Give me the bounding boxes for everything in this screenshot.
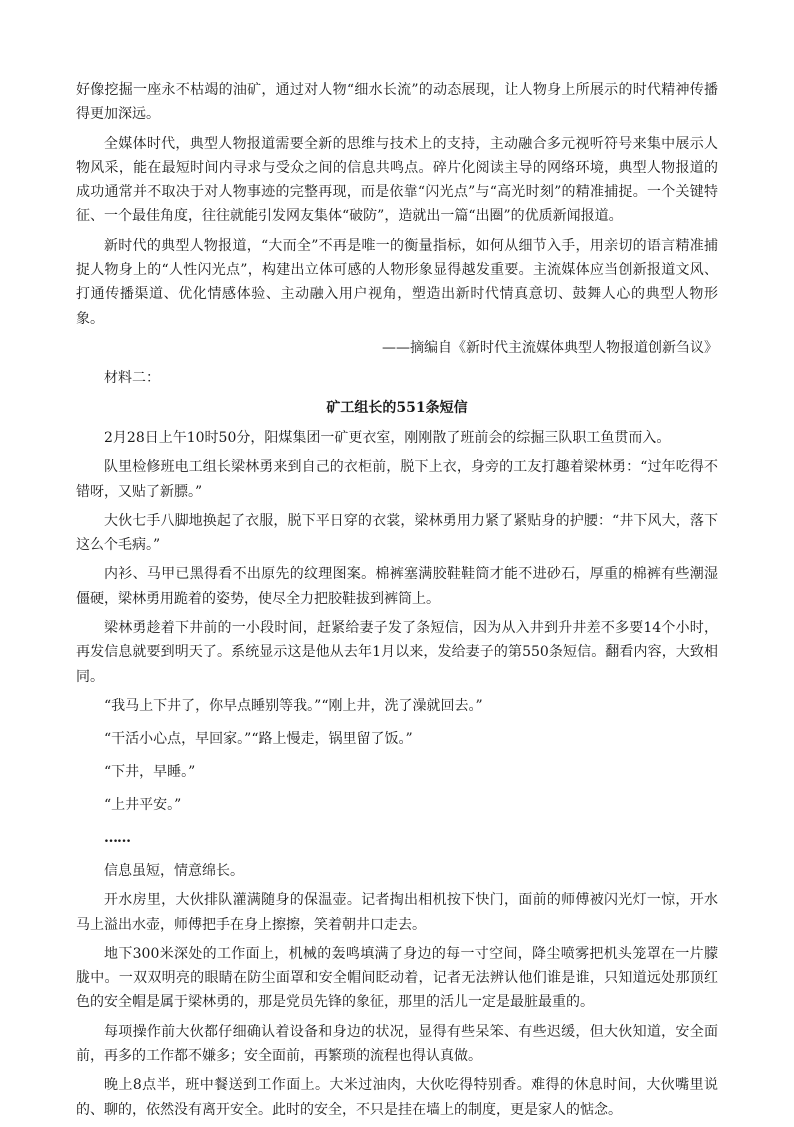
paragraph: 每项操作前大伙都仔细确认着设备和身边的状况，显得有些呆笨、有些迟缓，但大伙知道，安全面前，再多的工作都不嫌多；安全面前，再繁琐的流程也得认真做。 bbox=[76, 1023, 718, 1065]
paragraph: 内衫、马甲已黑得看不出原先的纹理图案。棉裤塞满胶鞋鞋筒才能不进砂石，厚重的棉裤有些潮湿僵硬，梁林勇用跪着的姿势，使尽全力把胶鞋拔到裤筒上。 bbox=[76, 566, 718, 607]
sms-quote: “下井，早睡。” bbox=[104, 763, 196, 780]
paragraph: 好像挖掘一座永不枯竭的油矿，通过对人物“细水长流”的动态展现，让人物身上所展示的时代精神传播得更加深远。 bbox=[76, 82, 718, 123]
article-title: 矿工组长的551条短信 bbox=[326, 399, 468, 416]
sms-quote: “我马上下井了，你早点睡别等我。”“刚上井，洗了澡就回去。” bbox=[104, 697, 483, 714]
source-citation: ——摘编自《新时代主流媒体典型人物报道创新刍议》 bbox=[382, 339, 718, 356]
ellipsis: …… bbox=[104, 829, 130, 846]
material-label: 材料二： bbox=[104, 369, 160, 386]
paragraph: 晚上8点半，班中餐送到工作面上。大米过油肉，大伙吃得特别香。难得的休息时间，大伙嘴里说的、聊的，依然没有离开安全。此时的安全，不只是挂在墙上的制度，更是家人的惦念。 bbox=[76, 1077, 718, 1118]
paragraph: 开水房里，大伙排队灌满随身的保温壶。记者掏出相机按下快门，面前的师傅被闪光灯一惊，开水马上溢出水壶，师傅把手在身上擦擦，笑着朝井口走去。 bbox=[76, 892, 718, 933]
paragraph: 梁林勇趁着下井前的一小段时间，赶紧给妻子发了条短信，因为从入井到升井差不多要14个小时，再发信息就要到明天了。系统显示这是他从去年1月以来，发给妻子的第550条短信。翻看内容，大致相同。 bbox=[76, 620, 718, 685]
paragraph: 2月28日上午10时50分，阳煤集团一矿更衣室，刚刚散了班前会的综掘三队职工鱼贯而入。 bbox=[104, 429, 671, 446]
paragraph: 新时代的典型人物报道，“大而全”不再是唯一的衡量指标，如何从细节入手，用亲切的语言精准捕捉人物身上的“人性闪光点”，构建出立体可感的人物形象显得越发重要。主流媒体应当创新报道文风、打通传播渠道、优化情感体验、主动融入用户视角，塑造出新时代情真意切、鼓舞人心的典型人物形象。 bbox=[76, 237, 718, 327]
paragraph: 地下300米深处的工作面上，机械的轰鸣填满了身边的每一寸空间，降尘喷雾把机头笼罩在一片朦胧中。一双双明亮的眼睛在防尘面罩和安全帽间眨动着，记者无法辨认他们谁是谁，只知道远处那顶红色的安全帽是属于梁林勇的，那是党员先锋的象征，那里的活儿一定是最脏最重的。 bbox=[76, 945, 718, 1011]
paragraph: 信息虽短，情意绵长。 bbox=[104, 862, 244, 879]
sms-quote: “干活小心点，早回家。”“路上慢走，锅里留了饭。” bbox=[104, 730, 413, 747]
paragraph: 队里检修班电工组长梁林勇来到自己的衣柜前，脱下上衣，身旁的工友打趣着梁林勇：“过年吃得不错呀，又贴了新膘。” bbox=[76, 459, 718, 500]
paragraph: 大伙七手八脚地换起了衣服，脱下平日穿的衣裳，梁林勇用力紧了紧贴身的护腰：“井下风大，落下这么个毛病。” bbox=[76, 512, 718, 554]
sms-quote: “上井平安。” bbox=[104, 796, 182, 813]
paragraph: 全媒体时代，典型人物报道需要全新的思维与技术上的支持，主动融合多元视听符号来集中展示人物风采，能在最短时间内寻求与受众之间的信息共鸣点。碎片化阅读主导的网络环境，典型人物报道的成功通常并不取决于对人物事迹的完整再现，而是依靠“闪光点”与“高光时刻”的精准捕捉。一个关键特征、一个最佳角度，往往就能引发网友集体“破防”，造就出一篇“出圈”的优质新闻报道。 bbox=[76, 135, 718, 225]
document-body bbox=[76, 78, 718, 1127]
